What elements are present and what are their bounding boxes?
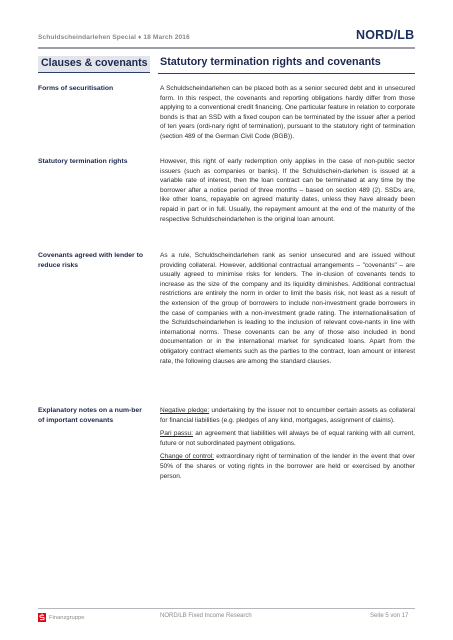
footer-brand: [38, 613, 84, 622]
note-term: Negative pledge:: [160, 407, 210, 414]
note-negative-pledge: [160, 406, 415, 425]
paragraph: As a rule, Schuldscheindarlehen rank as senior unsecured and are issued without providing collateral. However, additional contractual arrangements – "covenants" – are usually agreed to minimise risks for lenders. The in-clusion of covenants tends to increase as the size of the company and its liquidity diminishes. Additional contractual restrictions are entirely the norm in order to limit the basis risk, not least as a result of the extension of the group of borrowers to include non-investment grade borrowers in the case of companies with a non-investment grade rating. The internationalisation of the Schuldscheindarlehen is leading to the inclusion of relevant cove-nants in line with international norms. These covenants can be any of those also included in bond documentation or in the international market for syndicated loans. Apart from the obligatory contract elements such as the parties to the contract, loan amount or interest rate, the following clauses are among the standard clauses.: [160, 252, 415, 365]
row-body: [160, 251, 415, 370]
main-title: Statutory termination rights and covenants: [160, 56, 381, 68]
row-label: Statutory termination rights: [38, 158, 128, 165]
side-title: Clauses & covenants: [41, 57, 148, 69]
footer-page-number: Seite 5 von 17: [370, 613, 409, 619]
row-body: [160, 406, 415, 485]
note-text: extraordinary right of termination of the lender in the event that over 50% of the shares or voting rights in the borrower are held or exercised by another person.: [160, 453, 415, 480]
row-label: Covenants agreed with lender to reduce risks: [38, 252, 143, 269]
footer-center: NORD/LB Fixed Income Research: [160, 613, 252, 619]
paragraph: A Schuldscheindarlehen can be placed both as a senior secured debt and in unsecured form. In this respect, the covenants and reporting obligations hardly differ from those applying to a conventional credit financing. One particular feature in relation to corporate bonds is that an SSD with a fixed coupon can be terminated by the issuer after a period of ten years (ordi-nary right of termination), pursuant to the statutory right of termination (section 489 of the German Civil Code (BGB)).: [160, 85, 415, 140]
main-title-rule: [158, 73, 415, 74]
sparkasse-s-icon: [38, 613, 46, 622]
header-rule: [38, 47, 415, 49]
row-body: [160, 84, 415, 146]
note-pari-passu: [160, 429, 415, 448]
row-label: Explanatory notes on a num-ber of important covenants: [38, 407, 142, 424]
paragraph: However, this right of early redemption only applies in the case of non-public sector issuers (such as companies or banks). If the Schuldschein-darlehen is issued at a variable rate of interest, then the loan contract can be terminated at any time by the borrower after a notice period of three months – based on section 489 (2). SSDs are, like other loans, repayable on agreed maturity dates, unless they have already been repaid in part or in full. Usually, the repayment amount at the end of the maturity of the respective Schuldscheindarlehen is the original loan amount.: [160, 158, 415, 223]
footer-brand-text: Finanzgruppe: [49, 614, 85, 621]
side-title-box: [38, 56, 150, 73]
row-label: Forms of securitisation: [38, 85, 114, 92]
nordlb-logo: NORD/LB: [356, 28, 415, 42]
note-text: undertaking by the issuer not to encumber certain assets as collateral for financial liabilities (e.g. pledges of any kind, mortgages, assignment of claims).: [160, 407, 415, 424]
note-term: Pari passu:: [160, 430, 193, 438]
note-change-of-control: [160, 452, 415, 481]
row-body: [160, 157, 415, 228]
note-text: an agreement that liabilities will always be of equal ranking with all current, future or not subordinated payment obligations.: [160, 430, 415, 447]
note-term: Change of control:: [160, 453, 214, 461]
running-title: Schuldscheindarlehen Special ♦ 18 March 2016: [38, 34, 190, 41]
footer-rule: [38, 608, 415, 609]
